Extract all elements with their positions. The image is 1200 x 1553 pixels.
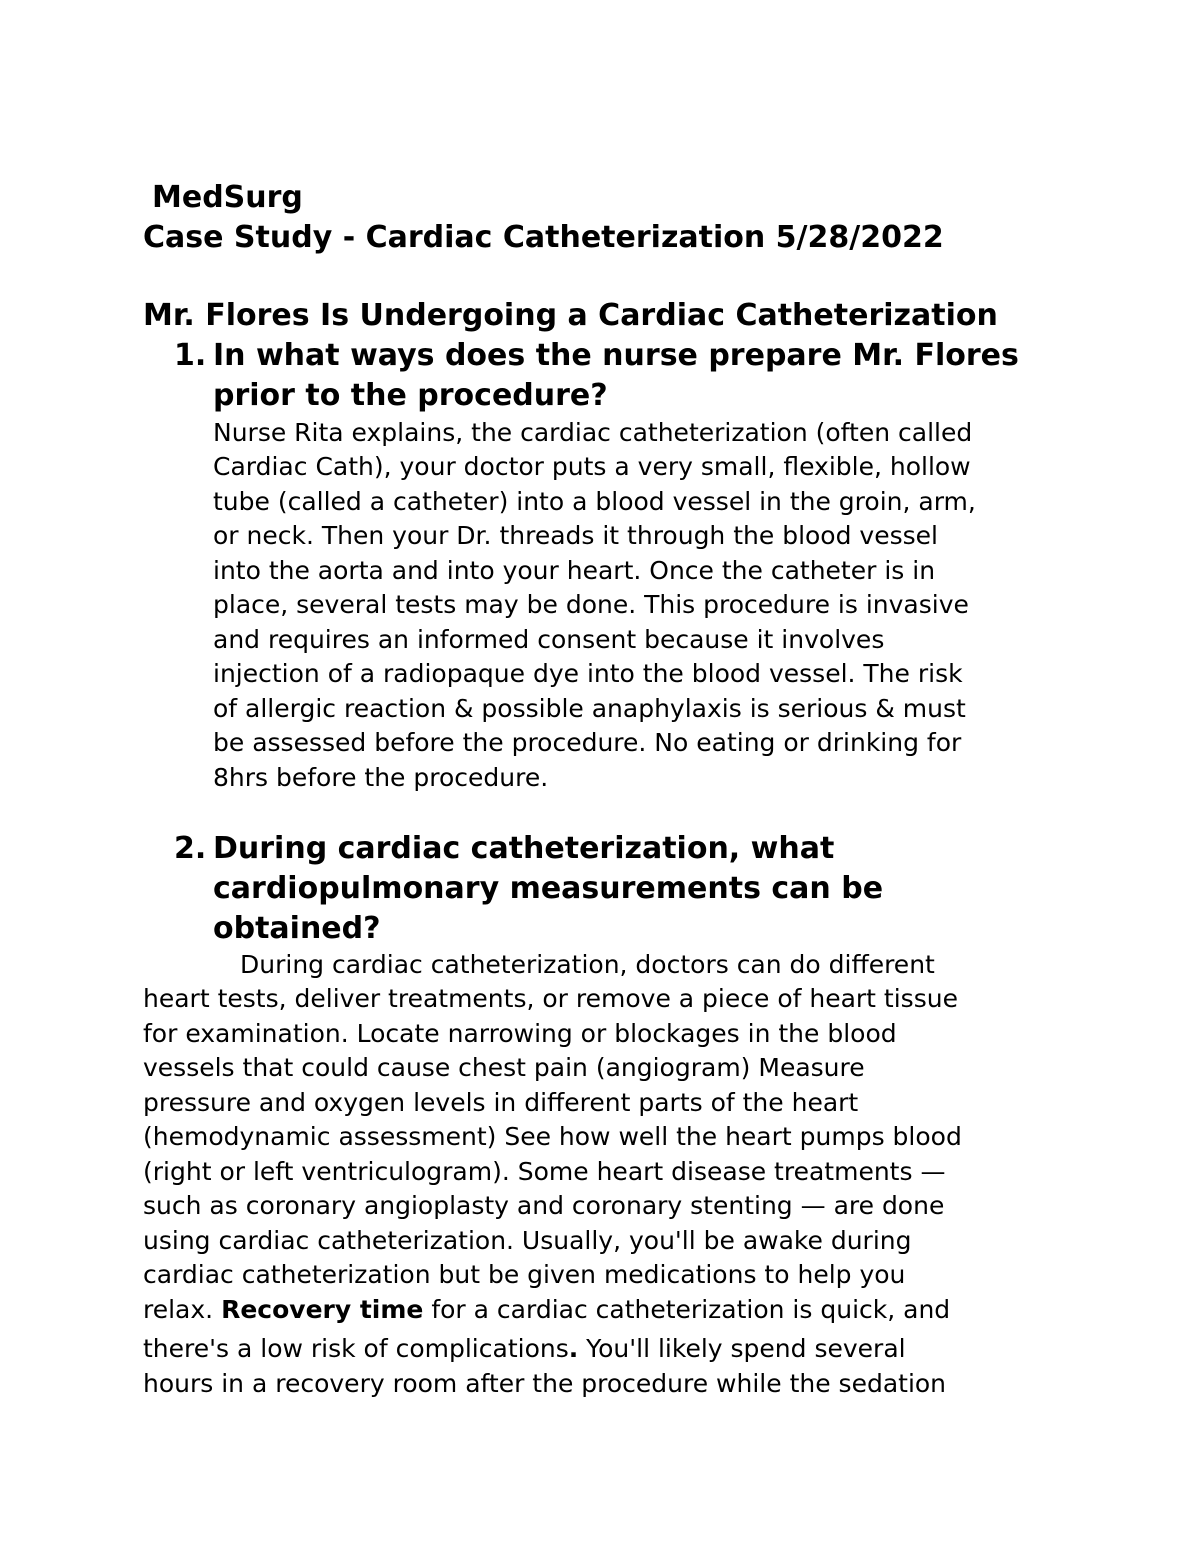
question-text: In what ways does the nurse prepare Mr. Flores <box>213 338 1019 373</box>
answer-line: of allergic reaction & possible anaphylaxis is serious & must <box>213 694 966 723</box>
answer-bold-text: . <box>568 1334 579 1363</box>
answer-line: or neck. Then your Dr. threads it through the blood vessel <box>213 521 938 550</box>
answer-line: pressure and oxygen levels in different parts of the heart <box>143 1088 859 1117</box>
answer-line: heart tests, deliver treatments, or remove a piece of heart tissue <box>143 984 958 1013</box>
question-text: prior to the procedure? <box>213 378 608 413</box>
answer-text: You'll likely spend several <box>578 1334 906 1363</box>
answer-text: relax. <box>143 1295 222 1324</box>
question-number: 2. <box>174 831 207 866</box>
answer-line: vessels that could cause chest pain (angiogram) Measure <box>143 1053 865 1082</box>
answer-line <box>143 1293 950 1327</box>
answer-line: hours in a recovery room after the procedure while the sedation <box>143 1369 947 1398</box>
answer-line: During cardiac catheterization, doctors can do different <box>240 950 935 979</box>
answer-line: such as coronary angioplasty and coronary stenting — are done <box>143 1191 945 1220</box>
answer-line: place, several tests may be done. This procedure is invasive <box>213 590 969 619</box>
answer-line: injection of a radiopaque dye into the blood vessel. The risk <box>213 659 963 688</box>
case-study-title: Case Study - Cardiac Catheterization 5/28/2022 <box>143 220 944 255</box>
answer-text: there's a low risk of complications <box>143 1334 569 1363</box>
answer-line: Nurse Rita explains, the cardiac catheterization (often called <box>213 418 973 447</box>
question-text: obtained? <box>213 911 381 946</box>
answer-text: for a cardiac catheterization is quick, and <box>423 1295 951 1324</box>
answer-line: cardiac catheterization but be given medications to help you <box>143 1260 906 1289</box>
answer-line: for examination. Locate narrowing or blockages in the blood <box>143 1019 897 1048</box>
answer-line: 8hrs before the procedure. <box>213 763 549 792</box>
answer-line: into the aorta and into your heart. Once the catheter is in <box>213 556 936 585</box>
question-text: During cardiac catheterization, what <box>213 831 835 866</box>
answer-line: (right or left ventriculogram). Some heart disease treatments — <box>143 1157 946 1186</box>
section-heading: Mr. Flores Is Undergoing a Cardiac Catheterization <box>143 298 998 333</box>
question-text: cardiopulmonary measurements can be <box>213 871 884 906</box>
course-title: MedSurg <box>152 180 303 215</box>
answer-line: using cardiac catheterization. Usually, you'll be awake during <box>143 1226 912 1255</box>
answer-line: and requires an informed consent because it involves <box>213 625 885 654</box>
answer-line: Cardiac Cath), your doctor puts a very small, flexible, hollow <box>213 452 971 481</box>
answer-bold-text: Recovery time <box>221 1295 424 1324</box>
question-number: 1. <box>174 338 207 373</box>
answer-line: (hemodynamic assessment) See how well the heart pumps blood <box>143 1122 962 1151</box>
answer-line: be assessed before the procedure. No eating or drinking for <box>213 728 962 757</box>
answer-line <box>143 1332 906 1366</box>
answer-line: tube (called a catheter) into a blood vessel in the groin, arm, <box>213 487 976 516</box>
